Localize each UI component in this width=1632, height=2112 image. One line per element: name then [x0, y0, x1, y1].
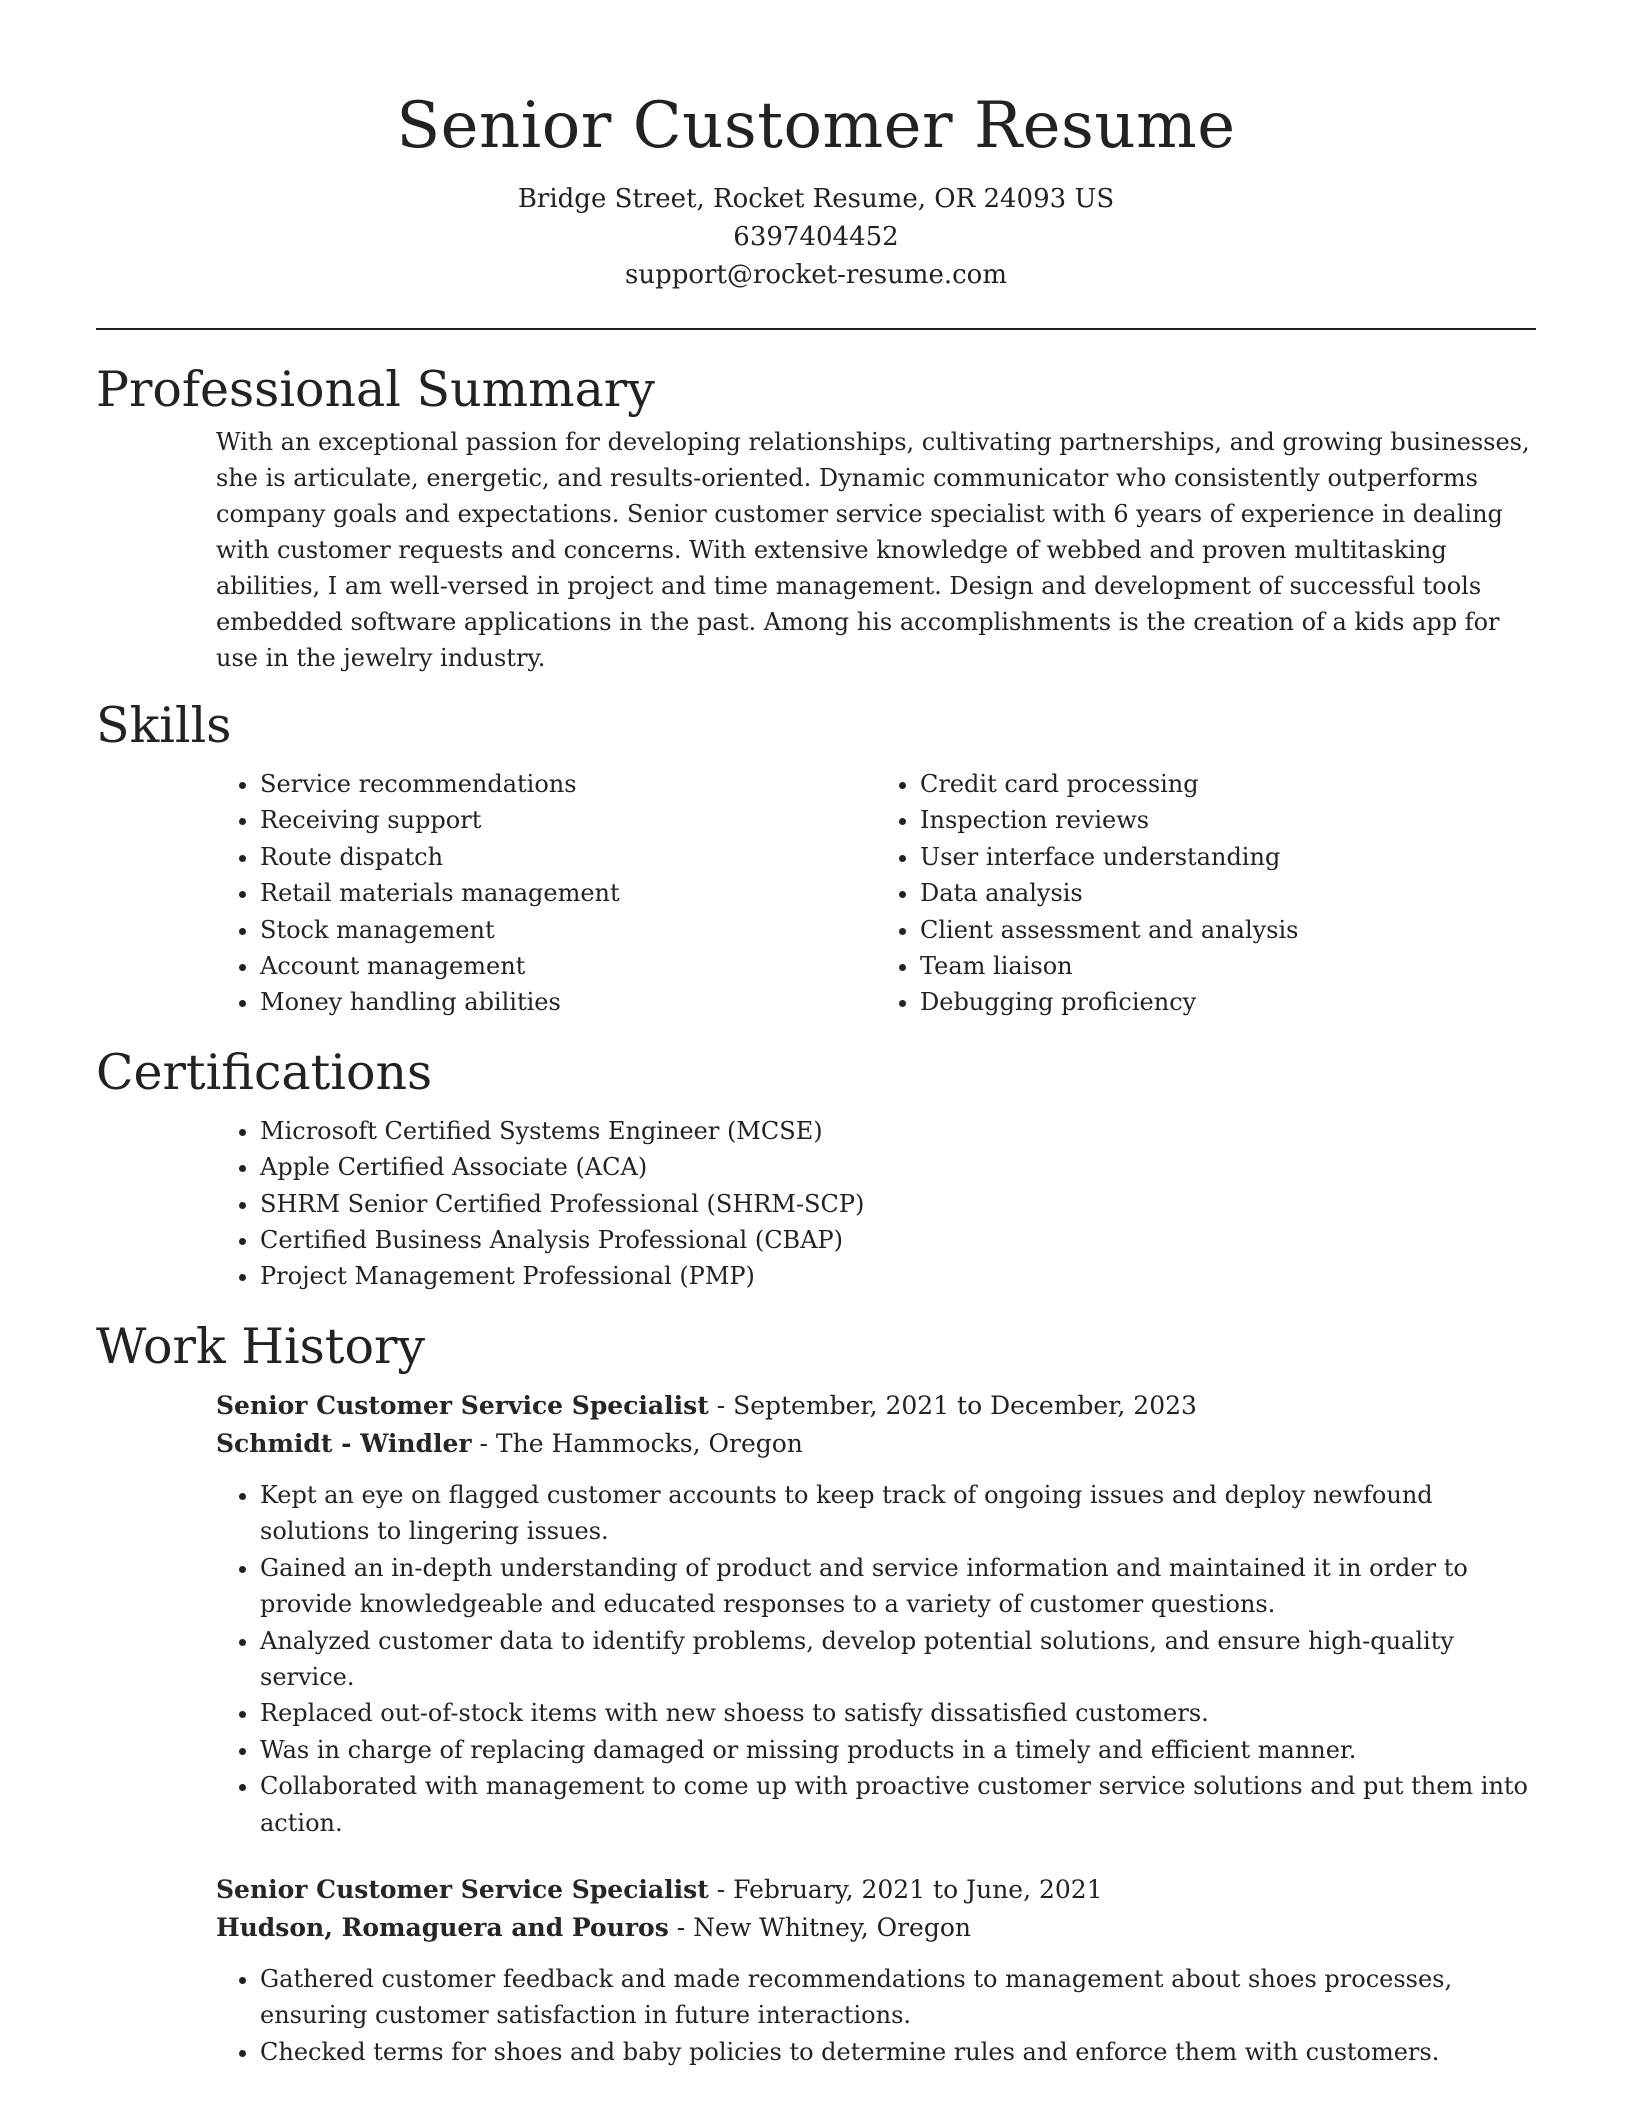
- address: Bridge Street, Rocket Resume, OR 24093 US: [517, 184, 1115, 214]
- contact-info: [96, 180, 1536, 294]
- work-history-section: [96, 1317, 1536, 2070]
- section-title-certifications: Certifications: [96, 1043, 433, 1101]
- list-item: • Gained an in-depth understanding of product and service information and maintained it in order to provide knowledgeable and educated responses to a variety of customer questions.: [260, 1550, 1536, 1623]
- job-dates: - September, 2021 to December, 2023: [708, 1390, 1197, 1420]
- professional-summary-section: [96, 360, 1536, 676]
- job-heading: [216, 1871, 1536, 1909]
- list-item: • Was in charge of replacing damaged or missing products in a timely and efficient manner.: [260, 1732, 1536, 1768]
- section-title-summary: Professional Summary: [96, 361, 655, 418]
- list-item: • Certified Business Analysis Professional (CBAP): [260, 1222, 1536, 1258]
- skills-section: [96, 696, 1536, 1021]
- certifications-section: [96, 1043, 1536, 1295]
- email: support@rocket-resume.com: [624, 260, 1007, 290]
- list-item: • Team liaison: [920, 948, 1536, 984]
- skills-list-right: [876, 766, 1536, 1021]
- resume-header: [96, 0, 1536, 294]
- list-item: • Account management: [260, 948, 876, 984]
- list-item: • Inspection reviews: [920, 802, 1536, 838]
- resume-title: Senior Customer Resume: [396, 89, 1236, 163]
- header-divider: [96, 328, 1536, 330]
- list-item: • Credit card processing: [920, 766, 1536, 802]
- resume-page: [96, 0, 1536, 2070]
- list-item: • Client assessment and analysis: [920, 912, 1536, 948]
- list-item: • Project Management Professional (PMP): [260, 1258, 1536, 1294]
- list-item: • Service recommendations: [260, 766, 876, 802]
- list-item: • Gathered customer feedback and made recommendations to management about shoes processes, ensuring customer satisfaction in future interactions.: [260, 1961, 1536, 2034]
- certifications-list: [216, 1113, 1536, 1295]
- list-item: • Stock management: [260, 912, 876, 948]
- list-item: • Apple Certified Associate (ACA): [260, 1149, 1536, 1185]
- job-location: - The Hammocks, Oregon: [471, 1428, 803, 1458]
- list-item: • User interface understanding: [920, 839, 1536, 875]
- job-role: Senior Customer Service Specialist: [216, 1390, 709, 1420]
- job-heading: [216, 1387, 1536, 1425]
- list-item: • Checked terms for shoes and baby policies to determine rules and enforce them with customers.: [260, 2034, 1536, 2070]
- list-item: • Data analysis: [920, 875, 1536, 911]
- summary-text: With an exceptional passion for developing relationships, cultivating partnerships, and growing businesses, she is articulate, energetic, and results-oriented. Dynamic communicator who consistently outperforms company goals and expectations. Senior customer service specialist with 6 years of experience in dealing with customer requests and concerns. With extensive knowledge of webbed and proven multitasking abilities, I am well-versed in project and time management. Design and development of successful tools embedded software applications in the past. Among his accomplishments is the creation of a kids app for use in the jewelry industry.: [216, 428, 1530, 672]
- job-role: Senior Customer Service Specialist: [216, 1874, 709, 1904]
- job-company: Schmidt - Windler: [216, 1428, 472, 1458]
- list-item: • Kept an eye on flagged customer accounts to keep track of ongoing issues and deploy newfound solutions to lingering issues.: [260, 1477, 1536, 1550]
- list-item: • Debugging proficiency: [920, 984, 1536, 1020]
- job-location: - New Whitney, Oregon: [668, 1912, 971, 1942]
- section-title-skills: Skills: [96, 697, 232, 754]
- list-item: • Route dispatch: [260, 839, 876, 875]
- list-item: • Receiving support: [260, 802, 876, 838]
- job-company: Hudson, Romaguera and Pouros: [216, 1912, 669, 1942]
- list-item: • Retail materials management: [260, 875, 876, 911]
- job-bullets: [216, 1961, 1536, 2070]
- skills-list-left: [216, 766, 876, 1021]
- list-item: • Microsoft Certified Systems Engineer (MCSE): [260, 1113, 1536, 1149]
- list-item: • Collaborated with management to come up with proactive customer service solutions and put them into action.: [260, 1768, 1536, 1841]
- list-item: • Analyzed customer data to identify problems, develop potential solutions, and ensure high-quality service.: [260, 1623, 1536, 1696]
- job-company-line: [216, 1909, 1536, 1947]
- job-entry: [96, 1387, 1536, 1841]
- list-item: • Replaced out-of-stock items with new shoess to satisfy dissatisfied customers.: [260, 1695, 1536, 1731]
- section-title-work-history: Work History: [96, 1317, 426, 1375]
- phone: 6397404452: [733, 222, 899, 252]
- job-dates: - February, 2021 to June, 2021: [708, 1874, 1103, 1904]
- list-item: • SHRM Senior Certified Professional (SHRM-SCP): [260, 1186, 1536, 1222]
- list-item: • Money handling abilities: [260, 984, 876, 1020]
- job-entry: [96, 1871, 1536, 2070]
- job-company-line: [216, 1425, 1536, 1463]
- job-bullets: [216, 1477, 1536, 1841]
